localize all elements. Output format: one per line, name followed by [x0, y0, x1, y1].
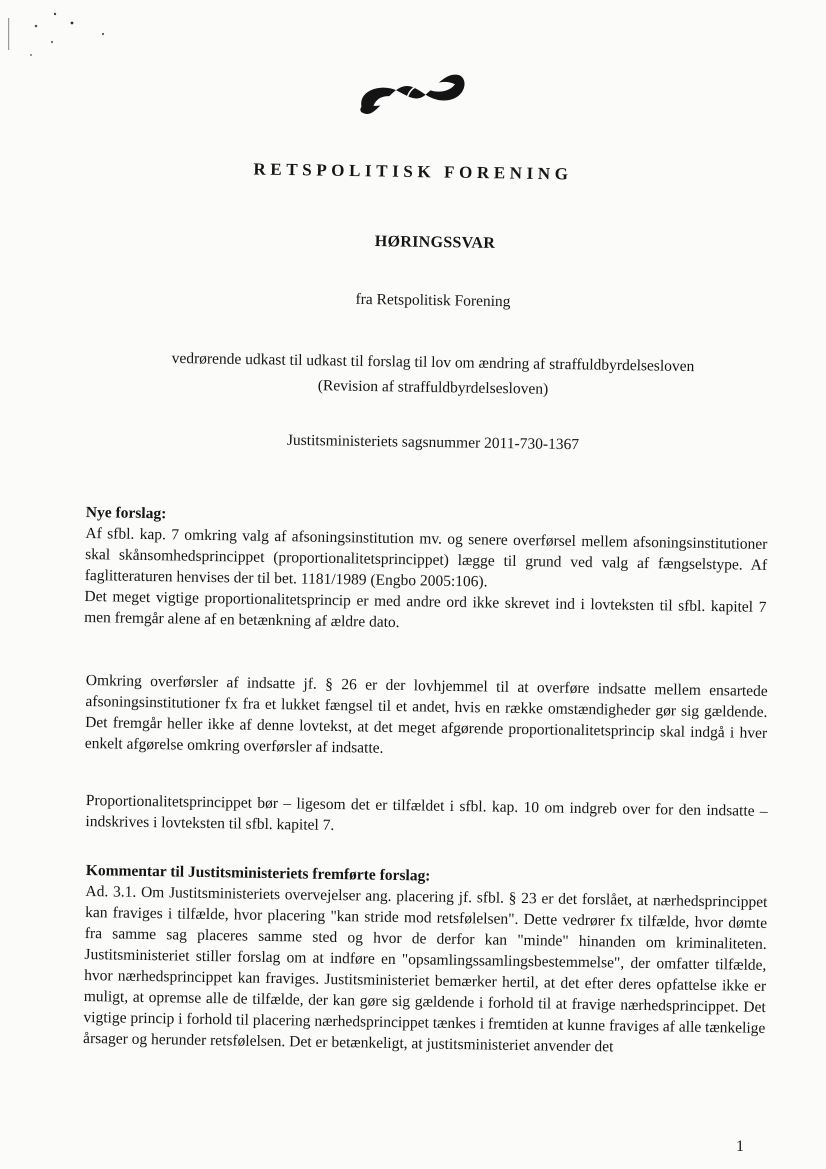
transfer-paragraph-block	[85, 670, 768, 765]
case-number: Justitsministeriets sagsnummer 2011-730-1367	[286, 431, 580, 454]
comment-section	[83, 860, 768, 1060]
proportionality-paragraph-block	[85, 790, 768, 843]
page-number: 1	[736, 1138, 744, 1155]
paragraph: Af sfbl. kap. 7 omkring valg af afsoningsinstitution mv. og senere overførsel mellem afsoningsinstitutioner skal skånsomhedsprincippet (proportionalitetsprincippet) lægge til grund ved valg af fængselstype. Af faglitteraturen henvises der til bet. 1181/1989 (Engbo 2005:106).	[84, 524, 768, 591]
new-proposals-section	[84, 502, 768, 639]
subject-line-2: (Revision af straffuldbyrdelsesloven)	[317, 377, 549, 398]
paragraph: Omkring overførsler af indsatte jf. § 26 er der lovhjemmel til at overføre indsatte mellem ensartede afsoningsinstitutioner fx fra et lukket fængsel til et andet, hvis en række omstændigheder gør sig gældende. Det fremgår heller ikke af denne lovtekst, at det meget afgørende proportionalitetsprincip skal indgå i hver enkelt afgørelse omkring overførsler af indsatte.	[84, 671, 768, 757]
infinity-logo-icon	[352, 68, 470, 120]
paragraph: Ad. 3.1. Om Justitsministeriets overvejelser ang. placering jf. sfbl. § 23 er det forslået, at nærhedsprincippet kan fraviges i tilfælde, hvor placering "kan stride mod retsfølelsen". Dette vedrører fx tilfælde, hvor dømte fra samme sag placeres samme sted og hvor de derfor kan "minde" hinanden om kriminaliteten. Justitsministeriet stiller forslag om at indføre en "opsamlingssamlingsbestemmelse", der omfatter tilfælde, hvor nærhedsprincippet kan fraviges. Justitsministeriet bemærker hertil, at det efter deres opfattelse ikke er muligt, at opremse alle de tilfælde, der kan gøre sig gældende i forhold til at fravige nærhedsprincippet. Det vigtige princip i forhold til placering nærhedsprincippet tænkes i fremtiden at kunne fraviges af alle tænkelige årsager og herunder retsfølelsen. Det er betænkeligt, at justitsministeriet anvender det	[82, 882, 768, 1056]
paragraph: Proportionalitetsprincippet bør – ligesom det er tilfældet i sfbl. kap. 10 om indgreb over for den indsatte – indskrives i lovteksten til sfbl. kapitel 7.	[85, 791, 768, 834]
scan-specks	[0, 0, 120, 80]
organization-name: RETSPOLITISK FORENING	[253, 159, 573, 184]
from-line: fra Retspolitisk Forening	[355, 290, 511, 311]
paragraph: Det meget vigtige proportionalitetsprincip er med andre ord ikke skrevet ind i lovteksten til sfbl. kapitel 7 men fremgår alene af en betænkning af ældre dato.	[84, 587, 767, 632]
subject-line-1: vedrørende udkast til udkast til forslag til lov om ændring af straffuldbyrdelsesloven	[171, 349, 695, 376]
section-heading-comments: Kommentar til Justitsministeriets fremførte forslag:	[85, 861, 431, 885]
document-title: HØRINGSSVAR	[374, 233, 496, 252]
section-heading-new-proposals: Nye forslag:	[85, 503, 167, 523]
